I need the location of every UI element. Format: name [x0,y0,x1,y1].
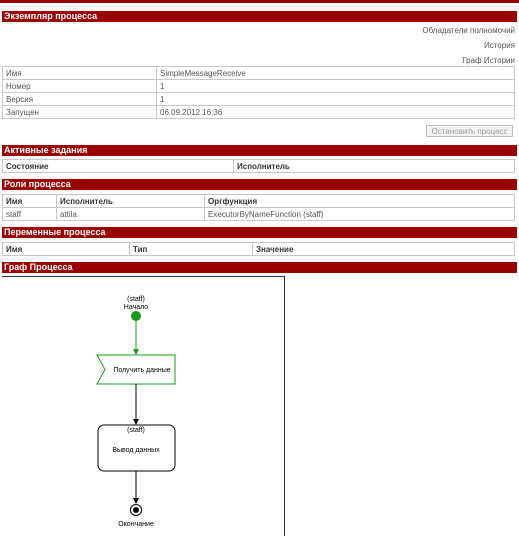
table-row [3,80,515,93]
section-header-process-graph: Граф Процесса [2,262,517,273]
section-header-process-variables: Переменные процесса [2,227,517,238]
arrowhead [133,419,139,425]
column-header-state: Состояние [3,160,234,173]
column-header-orgfunction: Оргфункция [205,195,515,208]
info-label: Номер [3,80,157,93]
section-header-active-tasks: Активные задания [2,145,517,156]
column-header-name: Имя [3,243,130,256]
info-label: Версия [3,93,157,106]
column-header-executor: Исполнитель [234,160,515,173]
arrowhead [133,498,139,504]
role-executor: attila [57,208,205,221]
role-name: staff [3,208,57,221]
column-header-type: Тип [130,243,253,256]
stop-process-button[interactable]: Остановить процесс [426,125,513,137]
info-value: 06.09.2012 16:36 [157,106,515,119]
start-label-text: Начало [123,304,149,311]
table-row [3,93,515,106]
info-label: Запущен [3,106,157,119]
end-node-inner [133,507,139,513]
section-header-process-roles: Роли процесса [2,179,517,190]
info-label: Имя [3,67,157,80]
link-permission-holders[interactable]: Обладатели полномочий [422,26,515,35]
role-orgfunction: ExecutorByNameFunction (staff) [205,208,515,221]
start-node[interactable] [131,311,141,321]
top-accent-line [0,0,519,3]
info-value: 1 [157,93,515,106]
section-header-process-instance: Экземпляр процесса [2,11,517,22]
table-row [3,208,515,221]
variables-table [2,242,515,256]
instance-links [422,23,515,68]
active-tasks-table [2,159,515,173]
end-label-text: Окончание [118,521,154,528]
column-header-value: Значение [253,243,515,256]
process-info-table [2,66,515,119]
link-history[interactable]: История [483,41,515,50]
column-header-name: Имя [3,195,57,208]
table-row [3,67,515,80]
task-label-text: Вывод данных [112,447,160,454]
receive-label-text: Получить данные [113,367,171,374]
roles-table [2,194,515,221]
task-role-text: (staff) [127,427,145,434]
start-role-text: (staff) [127,296,145,303]
arrowhead [133,349,139,355]
link-history-graph[interactable]: Граф Истории [462,56,515,65]
process-graph-canvas [2,276,285,536]
table-row [3,106,515,119]
column-header-executor: Исполнитель [57,195,205,208]
info-value: 1 [157,80,515,93]
info-value: SimpleMessageReceive [157,67,515,80]
